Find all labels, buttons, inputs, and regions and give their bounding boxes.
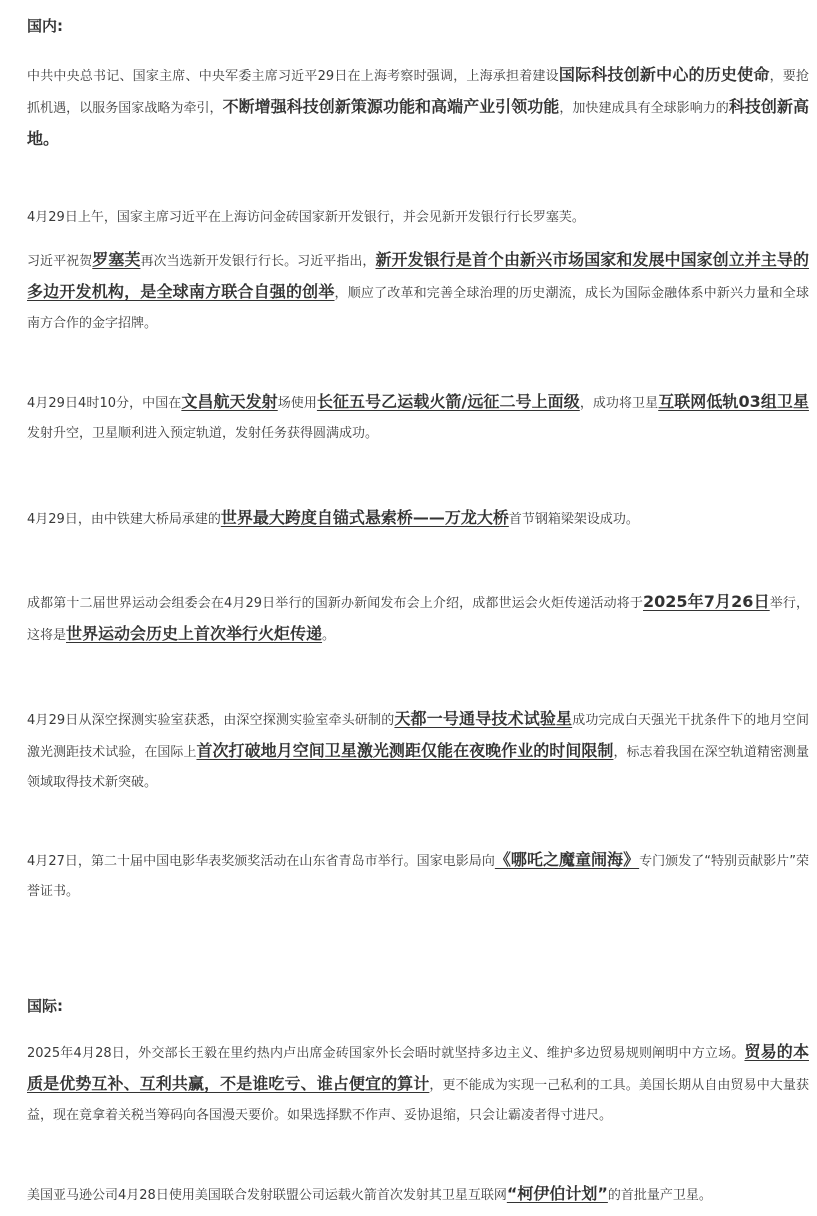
body-text: ，加快建成具有全球影响力的 (559, 101, 729, 116)
news-item-huabiao-award (27, 845, 809, 907)
body-text: 4月29日从深空探测实验室获悉，由深空探测实验室牵头研制的 (27, 713, 395, 728)
emphasis-text: 科技创新高地 (27, 97, 809, 148)
news-item-wanlong-bridge (27, 503, 809, 535)
body-text: 。 (322, 628, 336, 643)
body-text: 习近平祝贺 (27, 254, 93, 269)
body-text: 再次当选新开发银行行长。习近平指出， (140, 254, 376, 269)
highlight-link[interactable]: 贸易的本质是优势互补、互利共赢，不是谁吃亏、谁占便宜的算计 (27, 1042, 809, 1093)
body-text: 专门颁发了“特别贡献影片”荣誉证书。 (27, 854, 809, 899)
body-text: 4月29日上午，国家主席习近平在上海访问金砖国家新开发银行，并会见新开发银行行长罗塞芙。 (27, 210, 585, 225)
body-text: 2025年4月28日，外交部长王毅在里约热内卢出席金砖国家外长会晤时就坚持多边主义、维护多边贸易规则阐明中方立场。 (27, 1046, 745, 1061)
body-text: 4月27日，第二十届中国电影华表奖颁奖活动在山东省青岛市举行。国家电影局向 (27, 854, 495, 869)
body-text: ，顺应了改革和完善全球治理的历史潮流，成长为国际金融体系中新兴力量和全球南方合作的金字招牌。 (27, 286, 809, 331)
body-text: ，更不能成为实现一己私利的工具。美国长期从自由贸易中大量获益，现在竟拿着关税当筹码向各国漫天要价。如果选择默不作声、妥协退缩，只会让霸凌者得寸进尺。 (27, 1078, 809, 1123)
news-item-satellite-launch (27, 387, 809, 449)
highlight-link[interactable]: “柯伊伯计划” (506, 1184, 608, 1203)
highlight-link[interactable]: 《哪吒之魔童闹海》 (494, 850, 640, 869)
highlight-link[interactable]: 2025年7月26日 (642, 592, 770, 611)
news-item-ndb-president (27, 245, 809, 339)
highlight-link[interactable]: 天都一号通导技术试验星 (394, 709, 573, 728)
body-text: 中共中央总书记、国家主席、中央军委主席习近平29日在上海考察时强调，上海承担着建设 (27, 69, 559, 84)
highlight-link[interactable]: 互联网低轨03组卫星 (658, 392, 809, 411)
highlight-link[interactable]: 世界运动会历史上首次举行火炬传递 (66, 624, 323, 643)
highlight-link[interactable]: 罗塞芙 (92, 250, 141, 269)
body-text: ，成功将卫星 (579, 396, 659, 411)
body-text: 成功完成白天强光干扰条件下的地月空间激光测距技术试验，在国际上 (27, 713, 809, 760)
body-text: 4月29日4时10分，中国在 (27, 396, 182, 411)
body-text: 4月29日，由中铁建大桥局承建的 (27, 512, 221, 527)
body-text: ，要抢抓机遇，以服务国家战略为牵引， (27, 69, 809, 116)
news-item-ndb-visit (27, 203, 809, 233)
highlight-link[interactable]: 新开发银行是首个由新兴市场国家和发展中国家创立并主导的多边开发机构，是全球南方联合自强的创举 (27, 250, 809, 301)
body-text: 发射升空，卫星顺利进入预定轨道，发射任务获得圆满成功。 (27, 426, 379, 441)
emphasis-text: 不断增强科技创新策源功能和高端产业引领功能 (222, 97, 560, 116)
news-item-kuiper-launch (27, 1179, 809, 1211)
highlight-link[interactable]: 世界最大跨度自锚式悬索桥——万龙大桥 (220, 508, 509, 527)
news-item-wang-yi-brics (27, 1037, 809, 1131)
news-item-tiandu-satellite (27, 704, 809, 798)
news-item-shanghai-inspection (27, 60, 809, 156)
emphasis-text: 。 (43, 129, 60, 148)
body-text: ，标志着我国在深空轨道精密测量领域取得技术新突破。 (27, 745, 809, 790)
body-text: 成都第十二届世界运动会组委会在4月29日举行的国新办新闻发布会上介绍，成都世运会火炬传递活动将于 (27, 596, 643, 611)
news-item-world-games-torch (27, 587, 809, 651)
body-text: 的首批量产卫星。 (607, 1188, 712, 1203)
highlight-link[interactable]: 首次打破地月空间卫星激光测距仅能在夜晚作业的时间限制 (196, 741, 614, 760)
highlight-link[interactable]: 长征五号乙运载火箭/远征二号上面级 (316, 392, 580, 411)
body-text: 举行，这将是 (27, 596, 809, 643)
body-text: 首节钢箱梁架设成功。 (508, 512, 639, 527)
emphasis-text: 国际科技创新中心的历史使命 (558, 65, 770, 84)
body-text: 场使用 (277, 396, 317, 411)
highlight-link[interactable]: 文昌航天发射 (181, 392, 278, 411)
body-text: 美国亚马逊公司4月28日使用美国联合发射联盟公司运载火箭首次发射其卫星互联网 (27, 1188, 507, 1203)
international-heading: 国际: (27, 997, 63, 1015)
domestic-heading: 国内: (27, 17, 63, 35)
